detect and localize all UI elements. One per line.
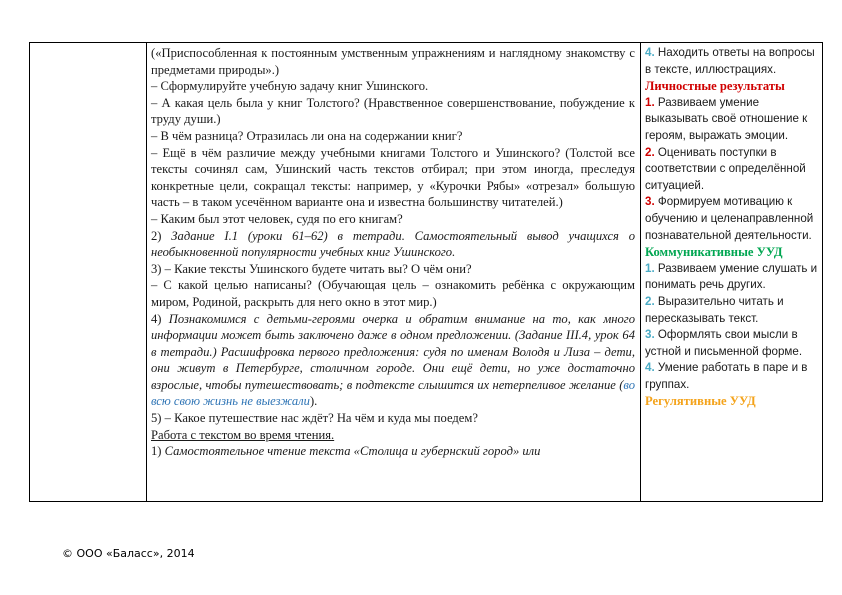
item-number: 4) <box>151 311 169 326</box>
outcome-text: Выразительно читать и пересказывать текст. <box>645 294 784 325</box>
item-number: 1. <box>645 95 655 109</box>
item-number: 2. <box>645 294 655 308</box>
item-number: 3. <box>645 328 655 342</box>
paragraph <box>151 443 635 460</box>
outcome-text: Оценивать поступки в соответствии с определённой ситуацией. <box>645 145 806 192</box>
paragraph: – С какой целью написаны? (Обучающая цель – ознакомить ребёнка с окружающим миром, Родиной, раскрыть для него окно в этот мир.) <box>151 278 635 309</box>
communicative-heading: Коммуникативные УУД <box>645 245 783 260</box>
copyright-footer: © ООО «Баласс», 2014 <box>62 547 195 560</box>
paragraph: 3) – Какие тексты Ушинского будете читать вы? О чём они? <box>151 261 472 276</box>
outcome-text: Умение работать в паре и в группах. <box>645 361 808 391</box>
outcome-text: Формируем мотивацию к обучению и целенаправленной познавательной деятельности. <box>645 195 814 242</box>
outcome-item <box>645 194 819 244</box>
paragraph: – Сформулируйте учебную задачу книг Ушинского. <box>151 79 429 94</box>
closing-paren: ). <box>309 394 318 409</box>
item-number: 2. <box>645 145 655 159</box>
item-number: 3. <box>645 195 655 209</box>
paragraph: 5) – Какое путешествие нас ждёт? На чём и куда мы поедем? <box>151 411 478 426</box>
paragraph: – Ещё в чём различие между учебными книгами Толстого и Ушинского? (Толстой все тексты сочинял сам, Ушинский часть текстов отбирал; при этом иногда, преследуя конкретные цели, сокращал тексты: например, у «Курочки Рябы» «отрезал» большую часть – в таком усечённом варианте она и известна большинству читателей.) <box>151 145 635 210</box>
item-number: 4. <box>645 361 655 375</box>
section-heading: Работа с текстом во время чтения. <box>151 427 335 442</box>
item-number: 2) <box>151 228 172 243</box>
paragraph: – В чём разница? Отразилась ли она на содержании книг? <box>151 128 463 143</box>
item-number: 4. <box>645 46 655 59</box>
outcome-item <box>645 145 819 195</box>
task-text: Познакомимся с детьми-героями очерка и обратим внимание на то, как много информации может быть заключено даже в одном предложении. (Задание III.4, урок 64 в тетради.) Расшифровка первого предложения: судя по именам Володя и Лиза – дети, они живут в Петербурге, столичном городе. Они ещё дети, но уже достаточно взрослые, чтобы путешествовать; в подтексте слышится их нетерпеливое желание ( <box>151 311 635 392</box>
paragraph: – А какая цель была у книг Толстого? (Нравственное совершенствование, побуждение к труду души.) <box>151 95 635 127</box>
paragraph: – Каким был этот человек, судя по его книгам? <box>151 211 403 226</box>
outcome-item <box>645 327 819 360</box>
paragraph <box>151 311 635 411</box>
table-row <box>30 43 823 502</box>
outcome-text: Оформлять свои мысли в устной и письменной форме. <box>645 328 803 358</box>
outcome-text: Развиваем умение выказывать своё отношение к героям, выражать эмоции. <box>645 95 808 142</box>
stage-cell <box>30 43 147 502</box>
outcome-item <box>645 45 819 78</box>
paragraph: («Приспособленная к постоянным умственным упражнениям и наглядному знакомству с предметами природы».) <box>151 46 635 77</box>
highlighted-quote: во всю свою жизнь не выезжали <box>151 377 635 409</box>
task-text: Задание I.1 (уроки 61–62) в тетради. Самостоятельный вывод учащихся о необыкновенной популярности учебных книг Ушинского. <box>151 228 636 260</box>
outcome-item <box>645 360 819 393</box>
outcome-text: Развиваем умение слушать и понимать речь других. <box>645 261 818 292</box>
teacher-activity-cell <box>147 43 641 502</box>
outcome-text: Находить ответы на вопросы в тексте, иллюстрациях. <box>645 46 815 76</box>
task-text: Самостоятельное чтение текста «Столица и губернский город» или <box>164 444 541 459</box>
personal-results-heading: Личностные результаты <box>645 79 785 94</box>
item-number: 1. <box>645 261 655 275</box>
regulatory-heading: Регулятивные УУД <box>645 394 756 409</box>
outcome-item <box>645 95 819 145</box>
item-number: 1) <box>151 444 165 459</box>
outcome-item <box>645 261 819 294</box>
outcomes-cell <box>641 43 823 502</box>
paragraph <box>151 228 635 261</box>
lesson-table <box>29 42 823 502</box>
outcome-item <box>645 294 819 327</box>
